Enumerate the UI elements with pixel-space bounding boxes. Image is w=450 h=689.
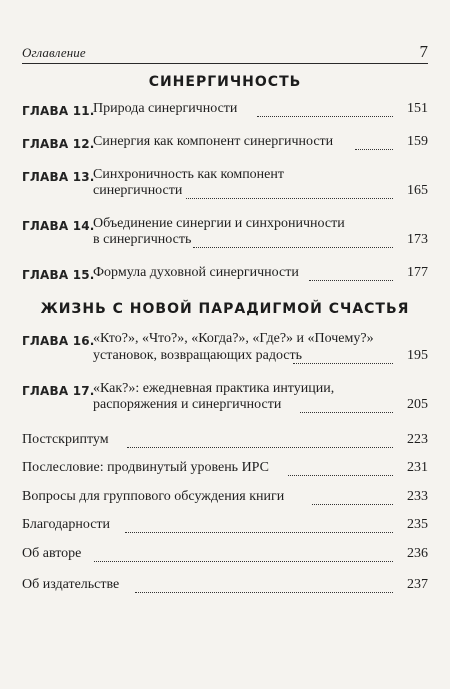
dot-leader xyxy=(186,198,393,199)
dot-leader xyxy=(355,149,393,150)
toc-entry-title-continued: распоряжения и синергичности xyxy=(93,397,282,412)
toc-entry-title: Синхроничность как компонент xyxy=(93,167,285,182)
toc-page-number: 205 xyxy=(407,397,428,412)
toc-entry-title-continued: в синергичность xyxy=(93,232,192,247)
toc-page-number: 235 xyxy=(407,517,428,532)
toc-entry-acknowledgements: Благодарности xyxy=(22,517,111,532)
toc-page-number: 177 xyxy=(407,265,428,280)
toc-page-number: 165 xyxy=(407,183,428,198)
dot-leader xyxy=(312,504,393,505)
toc-entry-about-author: Об авторе xyxy=(22,546,82,561)
dot-leader xyxy=(309,280,393,281)
chapter-label: ГЛАВА 11. xyxy=(22,104,95,118)
toc-page-number: 231 xyxy=(407,460,428,475)
chapter-label: ГЛАВА 14. xyxy=(22,219,95,233)
section-heading-new-paradigm: ЖИЗНЬ С НОВОЙ ПАРАДИГМОЙ СЧАСТЬЯ xyxy=(40,301,410,317)
page-number: 7 xyxy=(419,42,428,61)
toc-entry-title: «Кто?», «Что?», «Когда?», «Где?» и «Почему?» xyxy=(93,331,374,346)
toc-entry-title: Объединение синергии и синхроничности xyxy=(93,216,345,231)
toc-entry-about-publisher: Об издательстве xyxy=(22,577,120,592)
toc-entry-title: Природа синергичности xyxy=(93,101,238,116)
dot-leader xyxy=(293,363,393,364)
dot-leader xyxy=(125,532,393,533)
dot-leader xyxy=(288,475,393,476)
toc-entry-title: Синергия как компонент синергичности xyxy=(93,134,334,149)
toc-page-number: 151 xyxy=(407,101,428,116)
dot-leader xyxy=(257,116,393,117)
toc-entry-title: «Как?»: ежедневная практика интуиции, xyxy=(93,381,335,396)
running-head xyxy=(22,42,428,62)
dot-leader xyxy=(300,412,393,413)
toc-page-number: 233 xyxy=(407,489,428,504)
chapter-label: ГЛАВА 17. xyxy=(22,384,95,398)
chapter-label: ГЛАВА 15. xyxy=(22,268,95,282)
toc-page-number: 173 xyxy=(407,232,428,247)
header-rule xyxy=(22,63,428,64)
chapter-label: ГЛАВА 12. xyxy=(22,137,95,151)
toc-page-number: 237 xyxy=(407,577,428,592)
toc-page-number: 223 xyxy=(407,432,428,447)
chapter-label: ГЛАВА 13. xyxy=(22,170,95,184)
dot-leader xyxy=(94,561,393,562)
toc-entry-postscript: Постскриптум xyxy=(22,432,109,447)
dot-leader xyxy=(127,447,393,448)
toc-page-number: 195 xyxy=(407,348,428,363)
running-title: Оглавление xyxy=(22,45,86,60)
toc-entry-discussion-questions: Вопросы для группового обсуждения книги xyxy=(22,489,285,504)
toc-entry-title: Формула духовной синергичности xyxy=(93,265,299,280)
chapter-label: ГЛАВА 16. xyxy=(22,334,95,348)
section-heading-synergicity: СИНЕРГИЧНОСТЬ xyxy=(148,74,302,90)
dot-leader xyxy=(193,247,393,248)
dot-leader xyxy=(135,592,393,593)
toc-page-number: 159 xyxy=(407,134,428,149)
toc-entry-afterword: Послесловие: продвинутый уровень ИРС xyxy=(22,460,269,475)
toc-page-number: 236 xyxy=(407,546,428,561)
toc-entry-title-continued: установок, возвращающих радость xyxy=(93,348,303,363)
toc-entry-title-continued: синергичности xyxy=(93,183,183,198)
